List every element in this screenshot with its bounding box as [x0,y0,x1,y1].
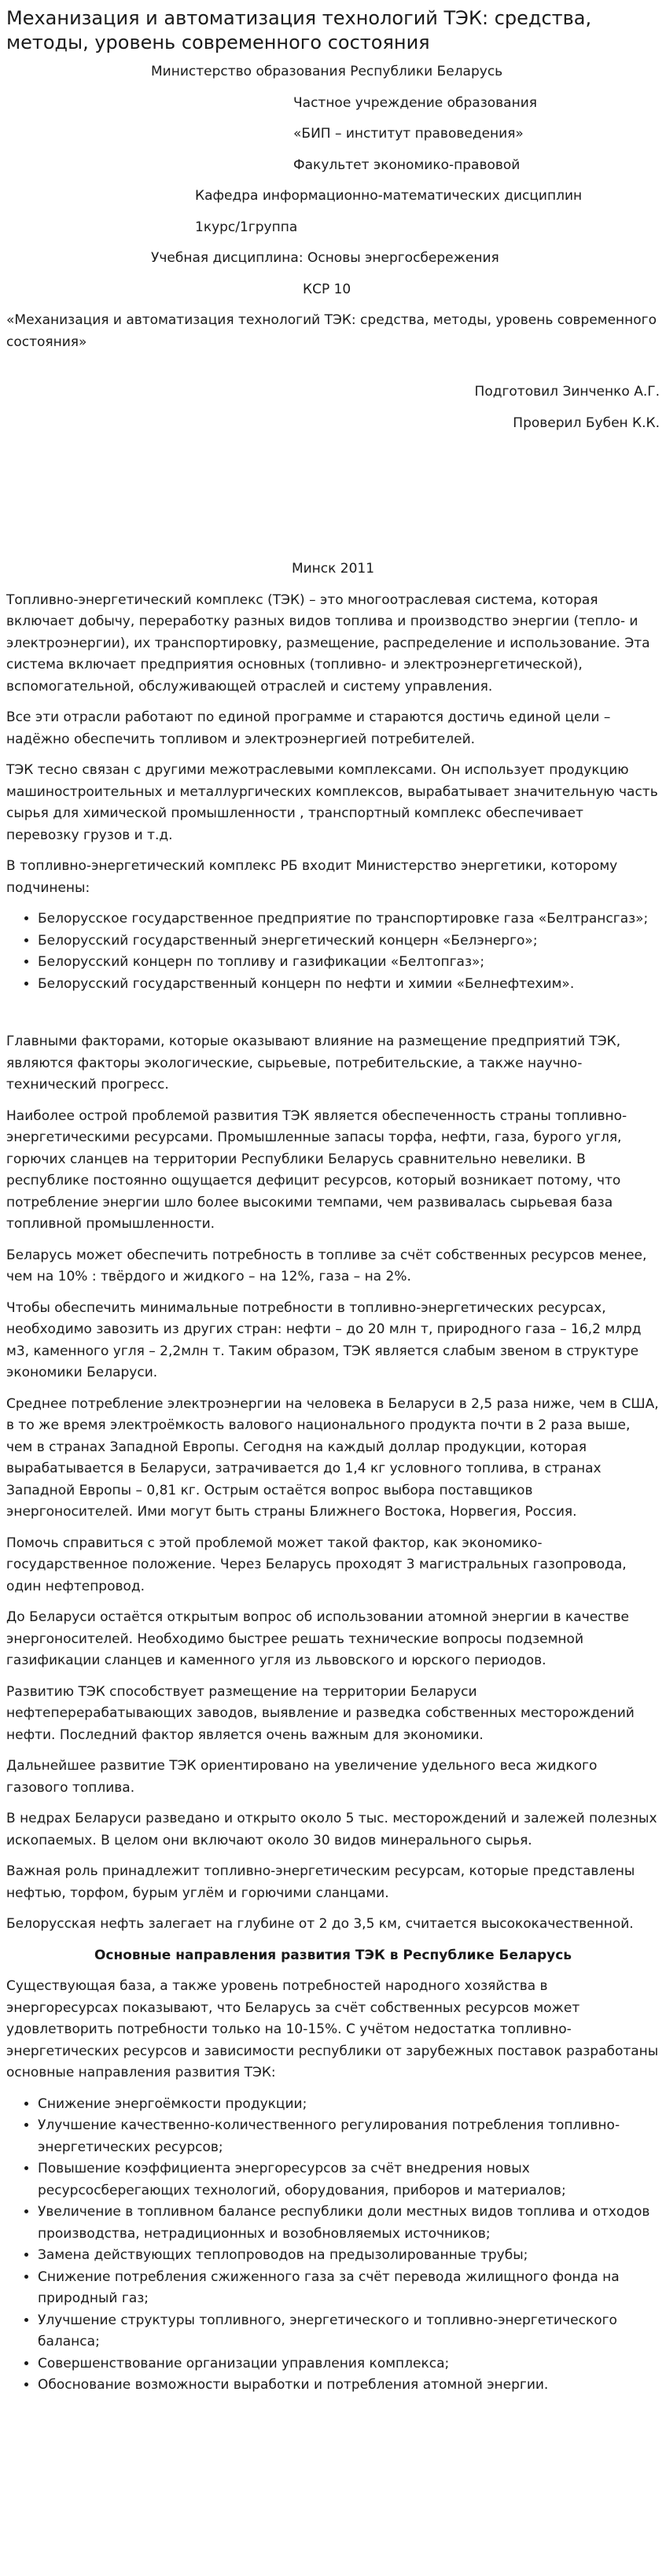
institution-type-line: Частное учреждение образования [293,94,537,111]
paragraph: Среднее потребление электроэнергии на человека в Беларуси в 2,5 раза ниже, чем в США, в то же время электроёмкость валового национального продукта почти в 2 раза выше, чем в странах Западной Европы. Сегодня на каждый доллар продукции, которая вырабатывается в Беларуси, затрачивается до 1,4 кг условного топлива, в странах Западной Европы – 0,81 кг. Острым остаётся вопрос выбора поставщиков энергоносителей. Ими могут быть страны Ближнего Востока, Норвегия, Россия. [6,1395,659,1520]
paragraph: Все эти отрасли работают по единой программе и стараются достичь единой цели – надёжно обеспечить топливом и электроэнергией потребителей. [6,709,611,747]
list-item: • Улучшение структуры топливного, энергетического и топливно-энергетического баланса; [38,2310,660,2353]
paragraph: До Беларуси остаётся открытым вопрос об использовании атомной энергии в качестве энергоносителей. Необходимо быстрее решать технические вопросы подземной газификации сланцев и каменного угля из львовского и юрского периодов. [6,1609,629,1668]
ministry-line: Министерство образования Республики Беларусь [151,64,503,79]
list-item: • Замена действующих теплопроводов на предызолированные трубы; [38,2245,660,2267]
paragraph: Главными факторами, которые оказывают влияние на размещение предприятий ТЭК, являются факторы экологические, сырьевые, потребительские, а также научно-технический прогресс. [6,1034,621,1093]
title-block [6,61,660,580]
list-item: • Совершенствование организации управления комплекса; [38,2353,660,2375]
prepared-by: Подготовил Зинченко А.Г. [474,384,660,400]
department-line: Кафедра информационно-математических дисциплин [195,188,583,204]
city-year: Минск 2011 [291,561,375,577]
list-item: • Повышение коэффициента энергоресурсов за счёт внедрения новых ресурсосберегающих технологий, оборудования, приборов и материалов; [38,2158,660,2202]
list-item: • Белорусское государственное предприятие по транспортировке газа «Белтрансгаз»; [38,908,660,931]
paragraph: Помочь справиться с этой проблемой может такой фактор, как экономико-государственное положение. Через Беларусь проходят 3 магистральных газопровода, один нефтепровод. [6,1535,627,1594]
document-body [6,590,660,2397]
paragraph: В топливно-энергетический комплекс РБ входит Министерство энергетики, которому подчинены: [6,858,618,896]
list-item: • Увеличение в топливном балансе республики доли местных видов топлива и отходов производства, нетрадиционных и возобновляемых источников; [38,2202,660,2245]
list-item: • Белорусский государственный концерн по нефти и химии «Белнефтехим». [38,974,660,996]
checked-by: Проверил Бубен К.К. [513,415,660,431]
paragraph: Наиболее острой проблемой развития ТЭК является обеспеченность страны топливно-энергетическими ресурсами. Промышленные запасы торфа, нефти, газа, бурого угля, горючих сланцев на территории Республики Беларусь сравнительно невелики. В республике постоянно ощущается дефицит ресурсов, который возникает потому, что потребление энергии шло более высокими темпами, чем развивалась сырьевая база топливной промышленности. [6,1107,627,1232]
discipline-line: Учебная дисциплина: Основы энергосбережения [151,250,499,266]
list-item: • Белорусский концерн по топливу и газификации «Белтопгаз»; [38,952,660,974]
paragraph: Развитию ТЭК способствует размещение на территории Беларуси нефтеперерабатывающих заводов, выявление и разведка собственных месторождений нефти. Последний фактор является очень важным для экономики. [6,1683,635,1743]
paragraph: ТЭК тесно связан с другими межотраслевыми комплексами. Он использует продукцию машиностроительных и металлургических комплексов, вырабатывает значительную часть сырья для химической промышленности , транспортный комплекс обеспечивает перевозку грузов и т.д. [6,762,658,843]
subordinate-list [6,908,660,995]
blank-space [6,1004,660,1031]
paragraph: Чтобы обеспечить минимальные потребности в топливно-энергетических ресурсах, необходимо завозить из других стран: нефти – до 20 млн т, природного газа – 16,2 млрд м3, каменного угля – 2,2млн т. Таким образом, ТЭК является слабым звеном в структуре экономики Беларуси. [6,1299,642,1380]
institution-name-line: «БИП – институт правоведения» [293,126,524,142]
paragraph: Дальнейшее развитие ТЭК ориентировано на увеличение удельного веса жидкого газового топлива. [6,1758,598,1796]
paragraph: Белорусская нефть залегает на глубине от 2 до 3,5 км, считается высококачественной. [6,1916,634,1932]
document-title: Механизация и автоматизация технологий ТЭК: средства, методы, уровень современного состояния [6,7,592,53]
paragraph: Важная роль принадлежит топливно-энергетическим ресурсам, которые представлены нефтью, торфом, бурым углём и горючими сланцами. [6,1863,635,1901]
blank-space [6,434,660,558]
list-item: • Белорусский государственный энергетический концерн «Белэнерго»; [38,931,660,953]
paragraph: Топливно-энергетический комплекс (ТЭК) – это многоотраслевая система, которая включает добычу, переработку разных видов топлива и производство энергии (тепло- и электроэнергии), их транспортировку, размещение, распределение и использование. Эта система включает предприятия основных (топливно- и электроэнергетической), вспомогательной, обслуживающей отраслей и систему управления. [6,591,650,695]
list-item: • Снижение энергоёмкости продукции; [38,2094,660,2116]
work-line: КСР 10 [303,281,351,297]
list-item: • Снижение потребления сжиженного газа за счёт перевода жилищного фонда на природный газ; [38,2267,660,2310]
paragraph: В недрах Беларуси разведано и открыто около 5 тыс. месторождений и залежей полезных ископаемых. В целом они включают около 30 видов минерального сырья. [6,1811,657,1848]
paragraph: Существующая база, а также уровень потребностей народного хозяйства в энергоресурсах показывают, что Беларусь за счёт собственных ресурсов может удовлетворить потребности только на 10-15%. С учётом недостатка топливно-энергетических ресурсов и зависимости республики от зарубежных поставок разработаны основные направления развития ТЭК: [6,1978,659,2080]
topic-line: «Механизация и автоматизация технологий ТЭК: средства, методы, уровень современного состояния» [6,312,657,350]
paragraph: Беларусь может обеспечить потребность в топливе за счёт собственных ресурсов менее, чем на 10% : твёрдого и жидкого – на 12%, газа – на 2%. [6,1247,647,1284]
list-item: • Обоснование возможности выработки и потребления атомной энергии. [38,2375,660,2397]
course-line: 1курс/1группа [195,219,298,235]
faculty-line: Факультет экономико-правовой [293,157,521,173]
directions-list [6,2094,660,2397]
section-heading: Основные направления развития ТЭК в Республике Беларусь [94,1947,572,1963]
list-item: • Улучшение качественно-количественного регулирования потребления топливно-энергетических ресурсов; [38,2115,660,2158]
